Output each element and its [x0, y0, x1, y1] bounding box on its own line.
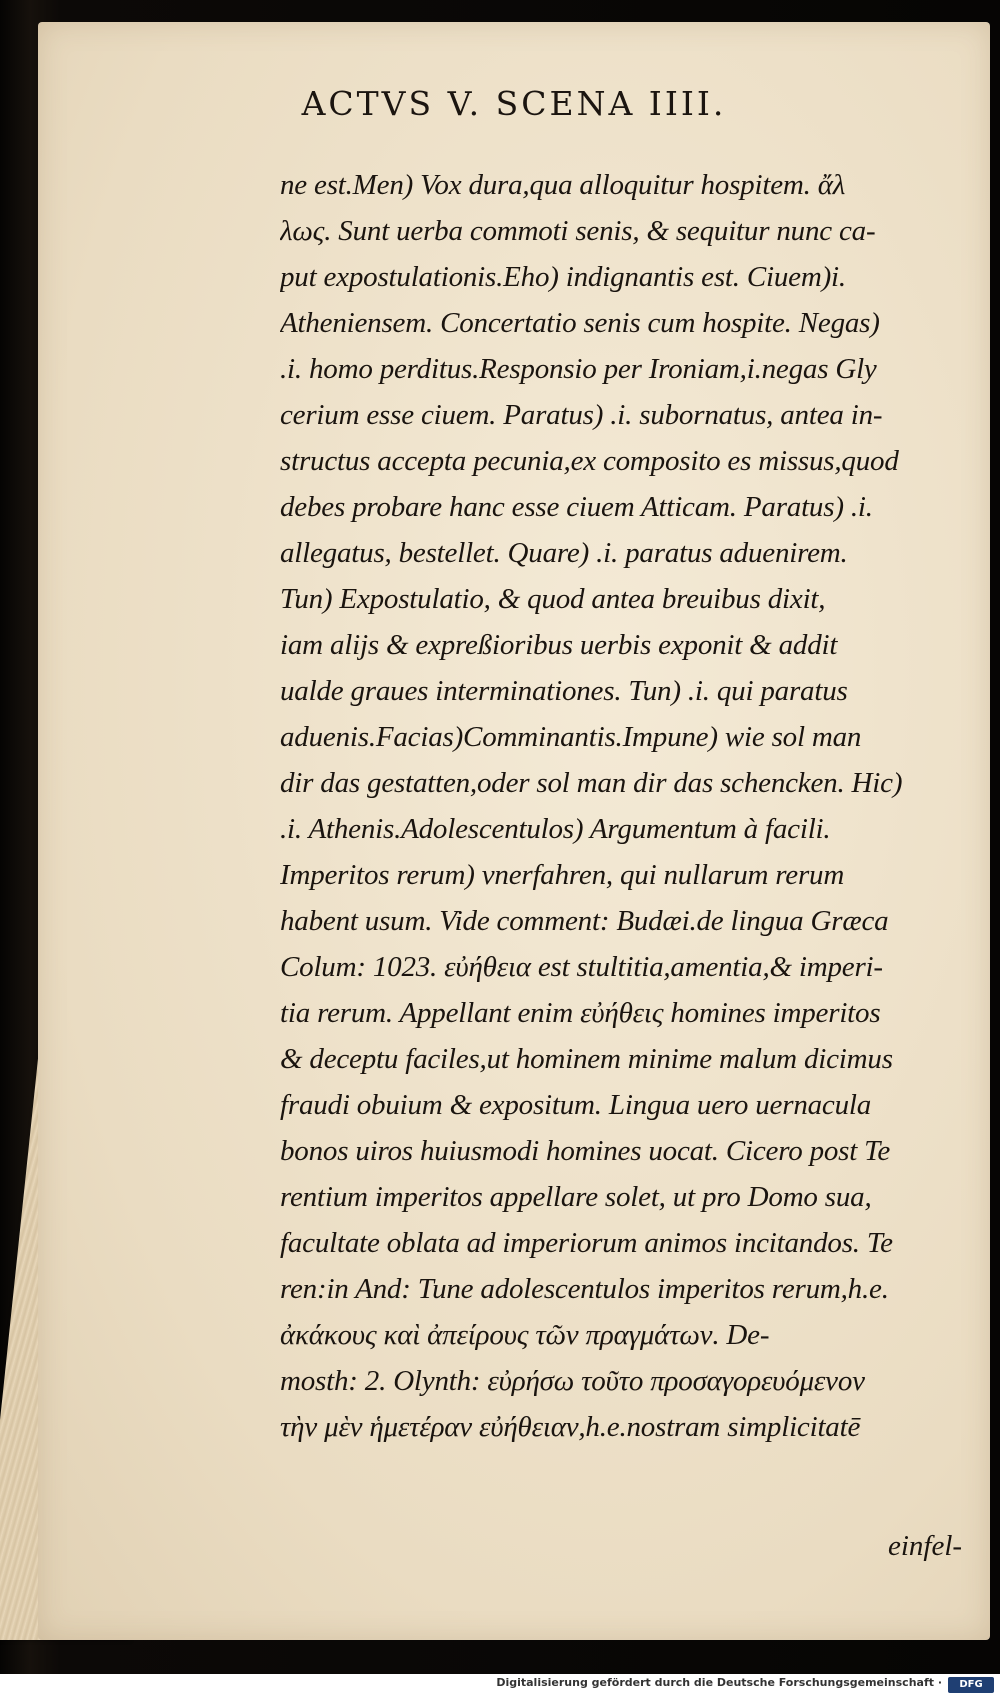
running-head: ACTVS V. SCENA IIII.	[301, 84, 727, 123]
text-line: bonos uiros huiusmodi homines uocat. Cicero post Te	[280, 1135, 891, 1167]
text-line: ualde graues interminationes. Tun) .i. qui paratus	[280, 675, 848, 707]
text-line: debes probare hanc esse ciuem Atticam. Paratus) .i.	[280, 491, 873, 523]
text-block	[280, 162, 1000, 1450]
text-line: put expostulationis.Eho) indignantis est. Ciuem)i.	[280, 261, 846, 293]
text-line: facultate oblata ad imperiorum animos incitandos. Te	[280, 1227, 893, 1259]
text-line: .i. Athenis.Adolescentulos) Argumentum à facili.	[280, 813, 831, 845]
text-line: ἀκάκους καὶ ἀπείρους τῶν πραγμάτων. De-	[280, 1319, 770, 1351]
dfg-logo: DFG	[948, 1677, 994, 1693]
text-line: cerium esse ciuem. Paratus) .i. subornatus, antea in-	[280, 399, 883, 431]
funding-notice: Digitalisierung gefördert durch die Deutsche Forschungsgemeinschaft ·	[496, 1676, 942, 1689]
text-line: iam alijs & expreßioribus uerbis exponit & addit	[280, 629, 838, 661]
text-line: Tun) Expostulatio, & quod antea breuibus dixit,	[280, 583, 826, 615]
text-line: Colum: 1023. εὐήθεια est stultitia,amentia,& imperi-	[280, 951, 883, 983]
footer-bar	[0, 1674, 1000, 1697]
book-page	[38, 22, 990, 1640]
text-line: λως. Sunt uerba commoti senis, & sequitur nunc ca-	[280, 215, 876, 247]
text-line: & deceptu faciles,ut hominem minime malum dicimus	[280, 1043, 893, 1075]
text-line: mosth: 2. Olynth: εὐρήσω τοῦτο προσαγορευόμενον	[280, 1365, 865, 1397]
text-line: dir das gestatten,oder sol man dir das schencken. Hic)	[280, 767, 903, 799]
text-line: tia rerum. Appellant enim εὐήθεις homines imperitos	[280, 997, 881, 1029]
catchword: einfel-	[888, 1530, 963, 1562]
text-line: ne est.Men) Vox dura,qua alloquitur hospitem. ἄλ	[280, 169, 846, 201]
text-line: structus accepta pecunia,ex composito es missus,quod	[280, 445, 899, 477]
text-line: Imperitos rerum) vnerfahren, qui nullarum rerum	[280, 859, 845, 891]
text-line: Atheniensem. Concertatio senis cum hospite. Negas)	[280, 307, 880, 339]
text-line: ren:in And: Tune adolescentulos imperitos rerum,h.e.	[280, 1273, 889, 1305]
text-line: fraudi obuium & expositum. Lingua uero uernacula	[280, 1089, 872, 1121]
text-line: τὴν μὲν ἡμετέραν εὐήθειαν,h.e.nostram simplicitatē	[280, 1411, 861, 1443]
text-line: allegatus, bestellet. Quare) .i. paratus aduenirem.	[280, 537, 848, 569]
text-line: .i. homo perditus.Responsio per Ironiam,i.negas Gly	[280, 353, 877, 385]
text-line: habent usum. Vide comment: Budæi.de lingua Græca	[280, 905, 889, 937]
text-line: aduenis.Facias)Comminantis.Impune) wie sol man	[280, 721, 862, 753]
text-line: rentium imperitos appellare solet, ut pro Domo sua,	[280, 1181, 872, 1213]
